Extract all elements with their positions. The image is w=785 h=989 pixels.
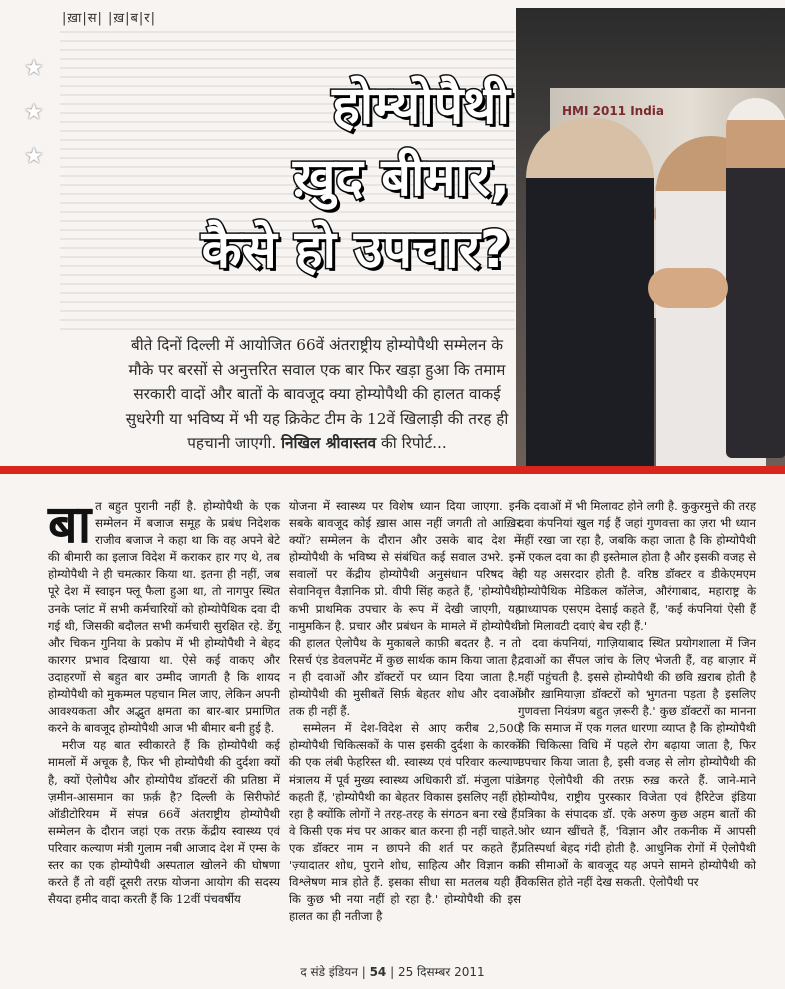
- star-icon: ★: [24, 100, 44, 125]
- paragraph: योजना में स्वास्थ्य पर विशेष ध्यान दिया जाएगा. इन सबके बावजूद कोई ख़ास आस नहीं जगती तो आख़िर क्यों? सम्मेलन के दौरान और उसके बाद देश में होम्योपैथी के भविष्य से संबंधित कई सवाल उभरे. इन सवालों पर केंद्रीय होम्योपैथी अनुसंधान परिषद के सेवानिवृत्त वैज्ञानिक प्रो. वीपी सिंह कहते हैं, 'होम्योपैथी कभी प्राथमिक उपचार के रूप में देखी जाएगी, यह नामुमकिन है. प्रचार और प्रबंधन के मामले में होम्योपैथी की हालत ऐलोपैथ के मुकाबले काफ़ी बदतर है. न तो रिसर्च एंड डेवलपमेंट में कुछ सार्थक काम किया जाता है, न ही दवाओं और डॉक्टरों पर ध्यान दिया जाता है.' होम्योपैथी की मुसीबतें सिर्फ़ बेहतर शोध और दवाओं तक ही नहीं हैं.: [289, 499, 521, 719]
- paragraph: सम्मेलन में देश-विदेश से आए करीब 2,500 होम्योपैथी चिकित्सकों के पास इसकी दुर्दशा के कारकों की एक लंबी फेहरिस्त थी. स्वास्थ्य एवं परिवार कल्याण मंत्रालय में पूर्व मुख्य स्वास्थ्य अधिकारी डॉ. मंजुला पांडे कहती हैं, 'होम्योपैथी का बेहतर विकास इसलिए नहीं हो रहा है क्योंकि लोगों ने तरह-तरह के संगठन बना रखे हैं. वे किसी एक मंच पर आकर बात करना ही नहीं चाहते.' एक डॉक्टर नाम न छापने की शर्त पर कहते हैं, 'ज़्यादातर शोध, पुराने शोध, साहित्य और विज्ञान का विश्लेषण मात्र होते हैं. इसका सीधा सा मतलब यही है कि कुछ भी नया नहीं हो रहा है.' होम्योपैथी की इस हालत का ही नतीजा है: [289, 721, 521, 924]
- headline-line-2: ख़ुद बीमार,: [293, 148, 510, 208]
- headline: [150, 70, 510, 286]
- rating-stars: [24, 58, 50, 190]
- star-icon: ★: [24, 56, 44, 81]
- paragraph: मरीज यह बात स्वीकारते हैं कि होम्योपैथी कई मामलों में अचूक है, फिर भी होम्योपैथी की दुर्दशा क्यों है, क्यों ऐलोपैथ और होम्योपैथ डॉक्टरों की प्रतिष्ठा में ज़मीन-आसमान का फ़र्क़ है? दिल्ली के सिरीफोर्ट ऑडीटोरियम में संपन्न 66वें अंतराष्ट्रीय होम्योपैथी सम्मेलन के दौरान जहां एक तरफ़ केंद्रीय स्वास्थ्य एवं परिवार कल्याण मंत्री गुलाम नबी आजाद देश में एम्स के स्तर का एक होम्योपैथी अस्पताल खोलने की घोषणा करते हैं तो वहीं दूसरी तरफ़ योजना आयोग की सदस्य सैयदा हमीद वादा करती हैं कि 12वीं पंचवर्षीय: [48, 738, 280, 907]
- red-divider: [0, 466, 785, 474]
- section-tag: |ख़ा|स| |ख़|ब|र|: [62, 11, 156, 26]
- clapping-hands: [648, 268, 728, 308]
- person-suit: [526, 118, 654, 467]
- publication-name: द संडे इंडियन: [300, 965, 358, 979]
- person-turban: [726, 98, 785, 458]
- page-number: 54: [369, 965, 387, 979]
- headline-line-3: कैसे हो उपचार?: [201, 220, 510, 280]
- drop-cap: बा: [48, 495, 92, 555]
- standfirst: [118, 333, 516, 456]
- event-photo: [516, 8, 785, 467]
- headline-line-1: होम्योपैथी: [332, 76, 510, 136]
- standfirst-tail: की रिपोर्ट...: [381, 434, 447, 452]
- issue-date: 25 दिसम्बर 2011: [397, 965, 485, 979]
- author-name: निखिल श्रीवास्तव: [281, 434, 377, 452]
- article-column-3: [518, 498, 756, 891]
- article-column-1: [48, 495, 280, 908]
- page-footer: द संडे इंडियन | 54 | 25 दिसम्बर 2011: [300, 965, 485, 979]
- photo-banner-text: HMI 2011 India: [562, 104, 665, 118]
- standfirst-text: बीते दिनों दिल्ली में आयोजित 66वें अंतराष्ट्रीय होम्योपैथी सम्मेलन के मौके पर बरसों से अनुत्तरित सवाल एक बार फिर खड़ा हुआ कि तमाम सरकारी वादों और बातों के बावजूद क्या होम्योपैथी की हालत वाकई सुधरेगी या भविष्य में भी यह क्रिकेट टीम के 12वें खिलाड़ी की तरह ही पहचानी जाएगी.: [125, 336, 509, 452]
- star-icon: ★: [24, 144, 44, 169]
- article-column-2: [289, 498, 521, 925]
- paragraph: दवा कंपनियां, गाज़ियाबाद स्थित प्रयोगशाला में जिन दवाओं का सैंपल जांच के लिए भेजती हैं, वह बाज़ार में नहीं पहुंचती है. इससे होम्योपैथी की छवि ख़राब होती है और ख़ामियाज़ा डॉक्टरों को भुगतना पड़ता है इसलिए गुणवत्ता नियंत्रण बहुत ज़रूरी है.' कुछ डॉक्टरों का मानना है कि समाज में एक गलत धारणा व्याप्त है कि होम्योपैथी की चिकित्सा विधि में पहले रोग बढ़ाया जाता है, फिर उपचार किया जाता है, इसी वजह से लोग होम्योपैथी की जगह ऐलोपैथी की तरफ़ रुख़ करते हैं. जाने-माने होम्योपैथ, राष्ट्रीय पुरस्कार विजेता एवं हैरिटेज इंडिया पत्रिका के संपादक डॉ. एके अरुण कुछ अहम बातों की ओर ध्यान खींचते हैं, 'विज्ञान और तकनीक में आपसी प्रतिस्पर्धा बेहद गंदी होती है. आधुनिक रोगों में ऐलोपैथी की सीमाओं के बावजूद यह अपने सामने होम्योपैथी को विकसित होते नहीं देख सकती. ऐलोपैथी पर: [518, 635, 756, 890]
- paragraph: [48, 495, 280, 737]
- paragraph: कि दवाओं में भी मिलावट होने लगी है. कुकुरमुत्ते की तरह दवा कंपनियां खुल गई हैं जहां गुणवत्ता का ज़रा भी ध्यान नहीं रखा जा रहा है, जबकि कहा जाता है कि होम्योपैथी में एकल दवा का ही इस्तेमाल होता है और इसकी वजह से ही यह असरदार होती है. वरिष्ठ डॉक्टर व डीकेएमएम होम्योपैथिक मेडिकल कॉलेज, औरंगाबाद, महाराष्ट्र के प्राध्यापक एसएम देसाई कहते हैं, 'कई कंपनियां ऐसी हैं जो मिलावटी दवाएं बेच रही हैं.': [518, 499, 756, 633]
- paragraph-text: त बहुत पुरानी नहीं है. होम्योपैथी के एक सम्मेलन में बजाज समूह के प्रबंध निदेशक राजीव बजाज ने कहा था कि वह अपने बेटे की बीमारी का इलाज विदेश में कराकर हार गए थे, तब होम्योपैथी ने ही चमत्कार किया था. इतना ही नहीं, जब पूरे देश में स्वाइन फ्लू फैला हुआ था, तो नागपुर स्थित उनके प्लांट में सभी कर्मचारियों को होम्योपैथिक दवा दी गई थी, जिसकी बदौलत सभी कर्मचारी सुरक्षित रहे. डेंगू और चिकन गुनिया के प्रकोप में भी होम्योपैथी ने बेहद कारगर प्रभाव दिखाया था. ऐसे कई वाकए और उदाहरणों से बहुत बार उम्मीद जागती है कि शायद होम्योपैथी को मुकम्मल पहचान मिल जाए, लेकिन अपनी आवश्यकता और अद्भुत क्षमता का बार-बार प्रमाणित करने के बावजूद होम्योपैथी आज भी बीमार बनी हुई है.: [48, 499, 280, 736]
